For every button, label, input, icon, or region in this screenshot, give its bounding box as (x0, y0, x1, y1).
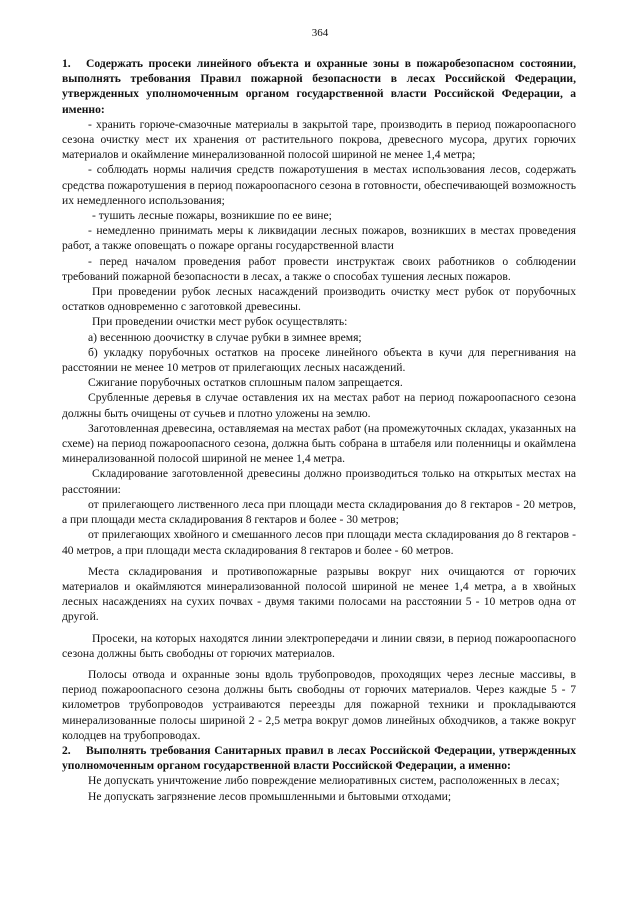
paragraph: - тушить лесные пожары, возникшие по ее вине; (92, 209, 332, 223)
document-body (62, 56, 576, 804)
paragraph: от прилегающего лиственного леса при площади места складирования до 8 гектаров - 20 метров, а при площади места складирования 8 гектаров и более - 30 метров; (62, 497, 576, 527)
paragraph: а) весеннюю доочистку в случае рубки в зимнее время; (88, 330, 362, 344)
paragraph: от прилегающих хвойного и смешанного лесов при площади места складирования до 8 гектаров - 40 метров, а при площади места складирования 8 гектаров и более - 60 метров. (62, 528, 576, 557)
paragraph: Срубленные деревья в случае оставления их на местах работ на период пожароопасного сезона должны быть очищены от сучьев и плотно уложены на землю. (62, 391, 576, 420)
paragraph: Просеки, на которых находятся линии электропередачи и линии связи, в период пожароопасного сезона должны быть свободны от горючих материалов. (62, 631, 576, 660)
paragraph: При проведении очистки мест рубок осуществлять: (92, 315, 348, 329)
paragraph: Места складирования и противопожарные разрывы вокруг них очищаются от горючих материалов и окаймляются минерализованной полосой шириной не менее 1,4 метра, а в хвойных лесных насаждениях на сухих почвах - двумя такими полосами на расстоянии 5 - 10 метров одна от другой. (62, 564, 576, 624)
paragraph: Не допускать загрязнение лесов промышленными и бытовыми отходами; (88, 789, 452, 803)
page-number: 364 (311, 27, 329, 39)
paragraph: При проведении рубок лесных насаждений производить очистку мест рубок от порубочных остатков одновременно с заготовкой древесины. (62, 285, 576, 314)
section-heading-text: Содержать просеки линейного объекта и охранные зоны в пожаробезопасном состоянии, выполнять требования Правил пожарной безопасности в лесах Российской Федерации, утвержденных уполномоченным органом государственной власти Российской Федерации, а именно: (62, 57, 576, 116)
paragraph: Заготовленная древесина, оставляемая на местах работ (на промежуточных складах, указанных на схеме) на период пожароопасного сезона, должна быть собрана в штабеля или поленницы и окаймлена минерализованной полосой шириной не менее 1,4 метра. (62, 421, 576, 466)
paragraph: Полосы отвода и охранные зоны вдоль трубопроводов, проходящих через лесные массивы, в период пожароопасного сезона должны быть свободны от горючих материалов. Через каждые 5 - 7 километров трубопроводов устраиваются переезды для пожарной техники и прокладываются минерализованные полосы шириной 2 - 2,5 метра вокруг домов линейных обходчиков, а также вокруг колодцев на трубопроводах. (62, 667, 576, 742)
section-number: 2. (62, 743, 71, 757)
section-heading-text: Выполнять требования Санитарных правил в лесах Российской Федерации, утвержденных уполномоченным органом государственной власти Российской Федерации, а именно: (62, 743, 576, 773)
paragraph: б) укладку порубочных остатков на просеке линейного объекта в кучи для перегнивания на расстоянии не менее 10 метров от прилегающих лесных насаждений. (62, 345, 576, 375)
paragraph: Не допускать уничтожение либо повреждение мелиоративных систем, расположенных в лесах; (88, 774, 560, 788)
paragraph: - перед началом проведения работ провести инструктаж своих работников о соблюдении требований пожарной безопасности в лесах, а также о способах тушения лесных пожаров. (62, 254, 576, 283)
paragraph: - соблюдать нормы наличия средств пожаротушения в местах использования лесов, содержать средства пожаротушения в период пожароопасного сезона в готовности, обеспечивающей возможность их немедленного использования; (62, 163, 576, 207)
section-heading-1 (62, 56, 576, 117)
paragraph: Сжигание порубочных остатков сплошным палом запрещается. (88, 376, 403, 390)
paragraph: - хранить горюче-смазочные материалы в закрытой таре, производить в период пожароопасного сезона очистку мест их хранения от растительного покрова, древесного мусора, других горючих материалов и окаймление минерализованной полосой шириной не менее 1,4 метра; (62, 117, 576, 162)
section-heading-2 (62, 743, 576, 773)
section-number: 1. (62, 57, 71, 70)
paragraph: Складирование заготовленной древесины должно производиться только на открытых местах на расстоянии: (62, 467, 576, 496)
paragraph: - немедленно принимать меры к ликвидации лесных пожаров, возникших в местах проведения работ, а также оповещать о пожаре органы государственной власти (62, 224, 576, 253)
